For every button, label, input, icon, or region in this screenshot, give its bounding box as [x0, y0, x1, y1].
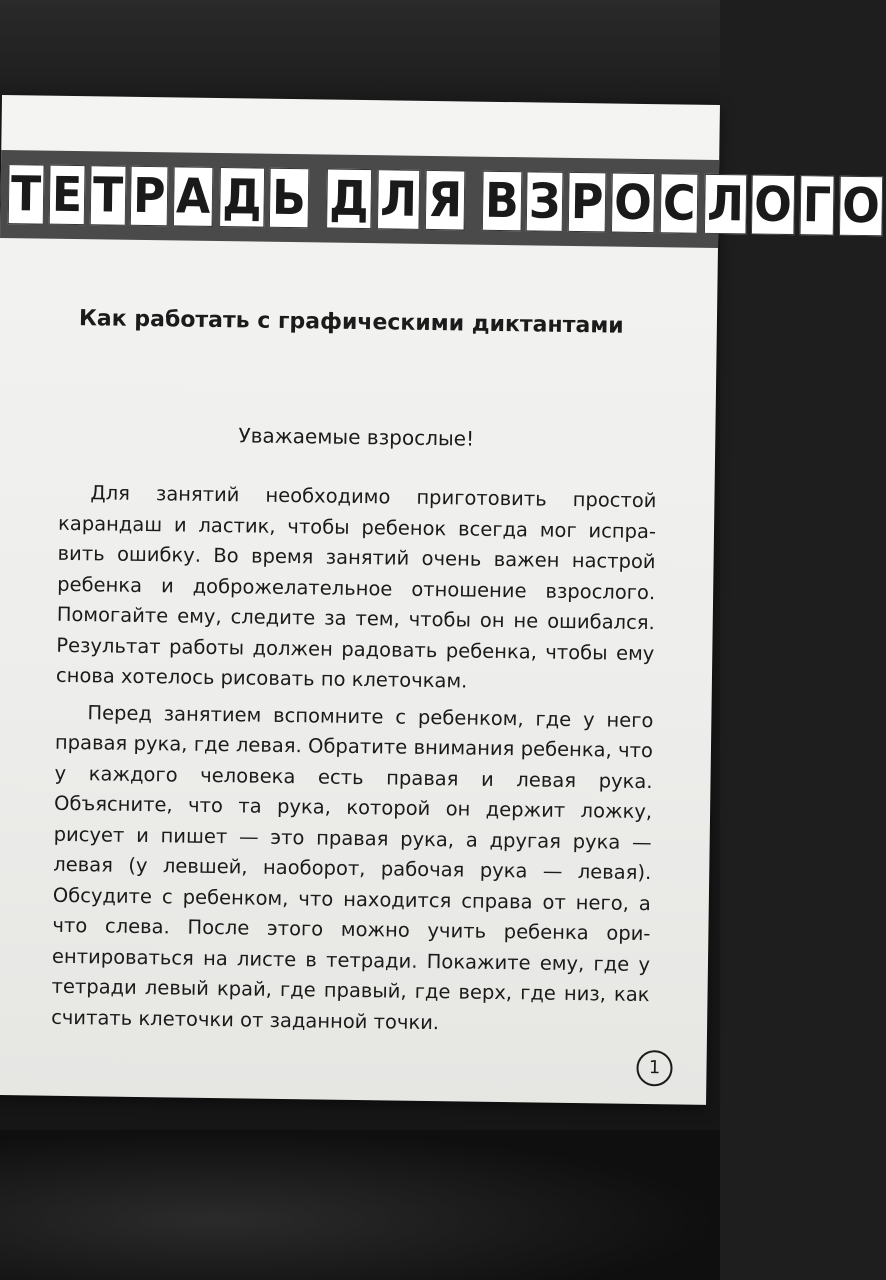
- title-banner: [0, 150, 880, 248]
- title-letter: Т: [8, 164, 44, 224]
- title-word-2: [324, 169, 466, 231]
- workbook-page: [0, 95, 880, 1105]
- paragraph-2: Перед занятием вспомните с ребенком, где у него правая рука, где левая. Обратите внимания ребенка, что у каждого человека есть правая и левая рука. Объясните, что та рука, которой он держит ложку, рисует и пишет — это правая рука, а другая рука — левая (у левшей, наоборот, рабочая рука — левая). Обсудите с ребенком, что находится справа от него, а что слева. После этого можно учить ребенка ориентироваться на листе в тетради. Покажите ему, где у тетради левый край, где правый, где верх, где низ, как считать клеточки от заданной точки.: [51, 700, 654, 1034]
- title-letter: З: [526, 171, 564, 232]
- page-number-badge: 1: [636, 1050, 672, 1086]
- title-letter: Т: [89, 165, 125, 225]
- title-letter: В: [481, 171, 521, 232]
- title-letter: О: [612, 173, 656, 234]
- title-word-3: [480, 171, 885, 237]
- title-letter: А: [173, 166, 214, 227]
- background-shadow: [0, 1130, 720, 1280]
- title-letter: Д: [326, 169, 372, 230]
- title-letter: Ь: [269, 168, 309, 229]
- paragraph-1: Для занятий необходимо приготовить простой карандаш и ластик, чтобы ребенок всегда мог исправить ошибку. Во время занятий очень важен настрой ребенка и доброжелательное отношение взрослого. Помогайте ему, следите за тем, чтобы он не ошибался. Результат работы должен радовать ребенка, чтобы ему снова хотелось рисовать по клеточкам.: [55, 481, 657, 693]
- title-letter: С: [660, 173, 699, 234]
- title-letter: О: [751, 174, 795, 235]
- title-letter: Р: [130, 166, 169, 227]
- title-letter: Я: [425, 170, 465, 231]
- instruction-body: [51, 478, 657, 1047]
- title-letter: Д: [219, 167, 265, 228]
- title-letter: Р: [568, 172, 607, 233]
- title-word-1: [6, 164, 311, 228]
- title-letter: Л: [377, 169, 420, 230]
- title-letter: О: [839, 176, 883, 237]
- title-letter: Е: [49, 165, 86, 225]
- section-title: Как работать с графическими диктантами: [78, 306, 624, 339]
- title-letter: Л: [704, 174, 747, 235]
- title-letter: Г: [800, 175, 835, 235]
- greeting-heading: Уважаемые взрослые!: [238, 423, 475, 451]
